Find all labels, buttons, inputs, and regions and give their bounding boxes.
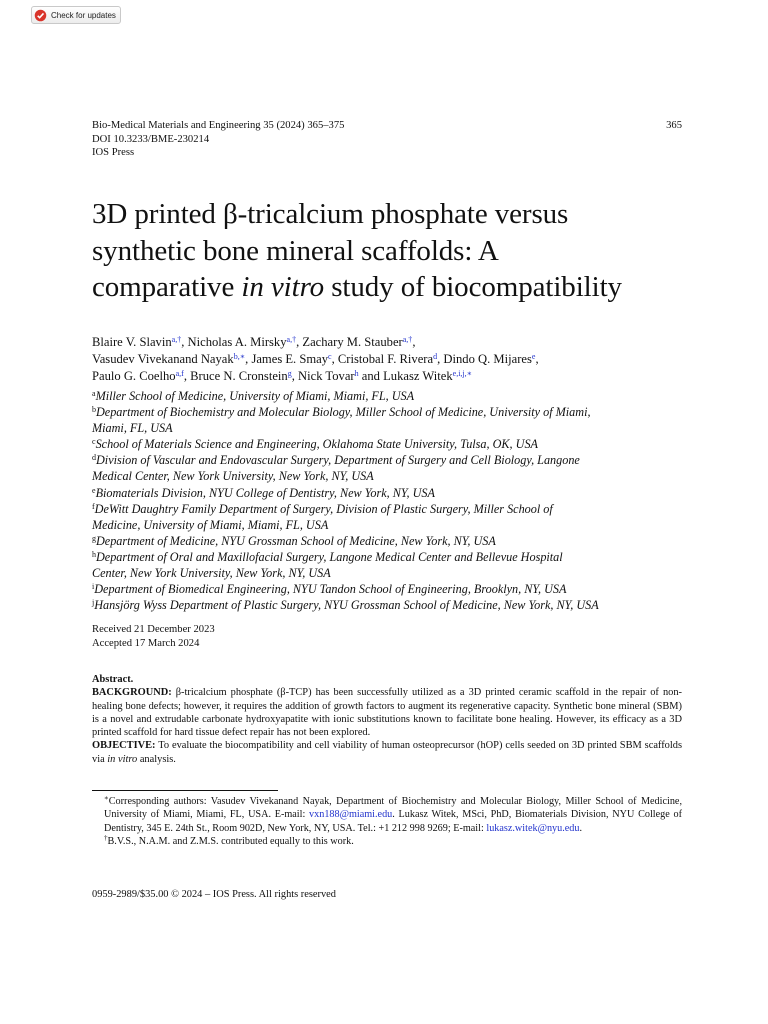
author-affiliation-link[interactable]: a,f: [175, 369, 184, 379]
paper-title: [92, 196, 712, 306]
title-line-3-start: comparative: [92, 271, 242, 303]
affiliation-marker: c: [92, 437, 96, 447]
objective-label: OBJECTIVE:: [92, 740, 156, 752]
author: Bruce N. Cronstein: [190, 369, 288, 384]
affiliation: [92, 388, 692, 404]
affiliation-text: Department of Medicine, NYU Grossman School of Medicine, New York, NY, USA: [96, 533, 496, 548]
corresponding-mark: ∗: [104, 794, 109, 802]
affiliation: [92, 501, 692, 517]
affiliation-text: Department of Biochemistry and Molecular Biology, Miller School of Medicine, University of Miami,: [96, 405, 591, 420]
affiliation-text: Biomaterials Division, NYU College of Dentistry, New York, NY, USA: [95, 485, 435, 500]
affiliation-text: Miller School of Medicine, University of Miami, Miami, FL, USA: [95, 389, 415, 403]
author: Blaire V. Slavin: [92, 335, 172, 349]
objective-end: analysis.: [137, 753, 176, 765]
author-affiliation-link[interactable]: e: [531, 352, 536, 362]
email-link-witek[interactable]: lukasz.witek@nyu.edu: [486, 822, 580, 834]
submission-dates: [92, 623, 215, 650]
page-number: 365: [666, 120, 682, 131]
author-separator: ,: [437, 352, 444, 367]
author-affiliation-link[interactable]: b,∗: [233, 352, 246, 362]
affiliation-marker: j: [92, 598, 95, 608]
author: James E. Smay: [251, 352, 329, 367]
abstract-background: [92, 686, 682, 739]
email-link-nayak[interactable]: vxn188@miami.edu: [309, 809, 393, 821]
affiliation-text: Medicine, University of Miami, Miami, FL, USA: [92, 517, 329, 532]
check-for-updates-label: Check for updates: [51, 10, 116, 20]
author-separator: ,: [296, 335, 303, 349]
author-affiliation-link[interactable]: a,†: [286, 335, 297, 344]
author-affiliation-link[interactable]: c: [328, 352, 332, 362]
affiliation-marker: d: [92, 453, 96, 463]
affiliation-marker: e: [92, 485, 96, 495]
affiliation-text: Department of Biomedical Engineering, NYU Tandon School of Engineering, Brooklyn, NY, USA: [94, 582, 567, 597]
affiliation-text: Miami, FL, USA: [92, 421, 173, 436]
accepted-date: Accepted 17 March 2024: [92, 637, 200, 649]
author: Dindo Q. Mijares: [443, 352, 532, 367]
author-separator: ,: [183, 369, 191, 384]
author-separator: ,: [412, 335, 416, 349]
footnote-rule: [92, 790, 278, 791]
equal-mark: †: [104, 834, 108, 843]
affiliation-text: Hansjörg Wyss Department of Plastic Surgery, NYU Grossman School of Medicine, New York, NY, USA: [94, 598, 599, 613]
objective-italic: in vitro: [107, 753, 138, 765]
corresponding-author-note: [92, 795, 682, 835]
affiliation-marker: h: [92, 549, 96, 559]
affiliation: [92, 485, 692, 501]
check-for-updates-button[interactable]: [31, 6, 121, 24]
equal-contribution-note: [92, 835, 682, 848]
affiliation-list: [92, 388, 692, 613]
affiliation-marker: b: [92, 405, 96, 415]
author-affiliation-link[interactable]: a,†: [402, 335, 413, 344]
affiliation-marker: f: [92, 501, 95, 511]
journal-header: [92, 119, 682, 160]
author-affiliation-link[interactable]: e,i,j,∗: [452, 369, 473, 379]
affiliation: [92, 549, 692, 565]
corresponding-text-2: . Lukasz Witek, MSci, PhD, Biomaterials Division, NYU College of Dentistry, 345 E. 24th St., Room 902D, New York, NY, USA. Tel.: +1 212 998 9269; E-mail:: [104, 809, 682, 834]
background-label: BACKGROUND:: [92, 687, 172, 699]
affiliation-marker: a: [92, 389, 96, 398]
affiliation: [92, 404, 692, 420]
affiliation-text: DeWitt Daughtry Family Department of Surgery, Division of Plastic Surgery, Miller School of: [94, 501, 553, 516]
author-list: [92, 334, 692, 386]
abstract-heading: Abstract.: [92, 674, 134, 685]
check-for-updates-icon: [34, 9, 47, 22]
author: Nick Tovar: [298, 369, 355, 384]
journal-citation: Bio-Medical Materials and Engineering 35 (2024) 365–375: [92, 120, 345, 131]
affiliation-text: Division of Vascular and Endovascular Surgery, Department of Surgery and Cell Biology, Langone: [96, 453, 580, 468]
author-separator: and: [358, 369, 384, 384]
author-affiliation-link[interactable]: g: [287, 369, 292, 379]
affiliation: [92, 533, 692, 549]
title-line-3-end: study of biocompatibility: [324, 271, 622, 303]
footnotes: [92, 795, 682, 849]
author-affiliation-link[interactable]: d: [433, 352, 438, 362]
author: Vasudev Vivekanand Nayak: [92, 352, 234, 367]
author: Nicholas A. Mirsky: [187, 335, 287, 349]
received-date: Received 21 December 2023: [92, 624, 215, 635]
title-line-3-italic: in vitro: [241, 271, 325, 303]
author-separator: ,: [291, 369, 299, 384]
title-line-1: 3D printed β-tricalcium phosphate versus: [92, 198, 569, 230]
equal-text: B.V.S., N.A.M. and Z.M.S. contributed equally to this work.: [107, 836, 354, 848]
affiliation-marker: g: [92, 533, 96, 543]
author-affiliation-link[interactable]: a,†: [171, 335, 182, 344]
affiliation-text: School of Materials Science and Engineering, Oklahoma State University, Tulsa, OK, USA: [95, 437, 538, 452]
author-separator: ,: [181, 335, 188, 349]
author: Cristobal F. Rivera: [337, 352, 434, 367]
affiliation-text: Department of Oral and Maxillofacial Surgery, Langone Medical Center and Bellevue Hospital: [96, 549, 563, 564]
background-text: β-tricalcium phosphate (β-TCP) has been successfully utilized as a 3D printed ceramic scaffold in the repair of non-healing bone defects; however, it requires the addition of growth factors to augment its regenerative capacity. Synthetic bone mineral (SBM) is a novel and extrudable carbonate hydroxyapatite with ionic substitutions known to facilitate bone healing. However, its efficacy as a 3D printed scaffold for hard tissue defect repair has not been explored.: [92, 687, 682, 739]
author-separator: ,: [331, 352, 338, 367]
objective-text: To evaluate the biocompatibility and cell viability of human osteoprecursor (hOP) cells seeded on 3D printed SBM scaffolds via: [92, 740, 682, 765]
abstract-objective: [92, 739, 682, 766]
author: Paulo G. Coelho: [92, 369, 176, 384]
author-separator: ,: [245, 352, 252, 367]
author-separator: ,: [535, 352, 539, 367]
publisher: IOS Press: [92, 147, 135, 158]
affiliation: [92, 452, 692, 468]
affiliation-text: Medical Center, New York University, New York, NY, USA: [92, 469, 374, 484]
affiliation: [92, 597, 692, 613]
affiliation-text: Center, New York University, New York, NY, USA: [92, 566, 331, 581]
author: Zachary M. Stauber: [302, 335, 403, 349]
corresponding-text: Corresponding authors: Vasudev Vivekanand Nayak, Department of Biochemistry and Molecular Biology, Miller School of Medicine, University of Miami, Miami, FL, USA. E-mail:: [104, 796, 682, 821]
copyright: 0959-2989/$35.00 © 2024 – IOS Press. All rights reserved: [92, 889, 336, 900]
corresponding-end: .: [579, 822, 583, 834]
affiliation: [92, 436, 692, 452]
author-affiliation-link[interactable]: h: [354, 369, 359, 379]
doi: DOI 10.3233/BME-230214: [92, 133, 210, 145]
author: Lukasz Witek: [383, 369, 453, 384]
title-line-2: synthetic bone mineral scaffolds: A: [92, 234, 499, 267]
affiliation: [92, 581, 692, 597]
affiliation-marker: i: [92, 582, 95, 592]
abstract: [92, 673, 682, 766]
